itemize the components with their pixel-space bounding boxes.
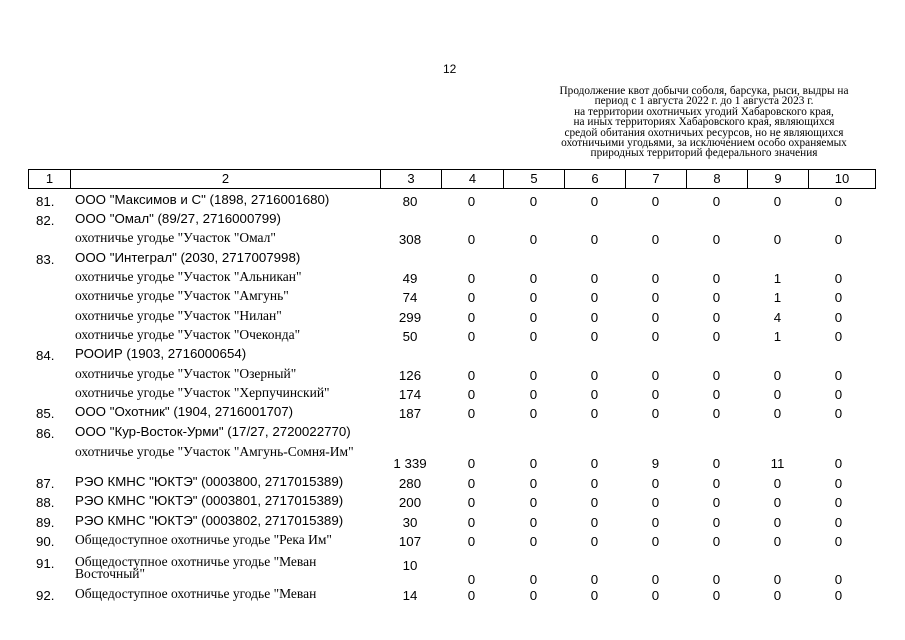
row-value: 0 (590, 456, 599, 471)
row-value: 0 (529, 310, 538, 325)
row-value: 0 (834, 329, 843, 344)
row-name: охотничье угодье "Участок "Амгунь-Сомня-Им" (75, 444, 354, 459)
table-caption (530, 86, 878, 159)
row-col3: 80 (402, 194, 418, 209)
row-value: 0 (467, 515, 476, 530)
row-value: 0 (467, 495, 476, 510)
row-value: 0 (773, 368, 782, 383)
row-value: 0 (529, 368, 538, 383)
row-name: охотничье угодье "Участок "Амгунь" (75, 288, 289, 303)
header-cell: 1 (29, 170, 71, 188)
row-value: 0 (651, 310, 660, 325)
row-value: 0 (712, 387, 721, 402)
row-value: 0 (651, 194, 660, 209)
row-value: 0 (773, 588, 782, 603)
row-value: 0 (712, 588, 721, 603)
row-value: 0 (529, 271, 538, 286)
row-value: 0 (773, 406, 782, 421)
row-value: 0 (529, 290, 538, 305)
row-name: РЭО КМНС "ЮКТЭ" (0003801, 2717015389) (75, 493, 344, 508)
row-value: 0 (651, 588, 660, 603)
row-name: РООИР (1903, 2716000654) (75, 346, 247, 361)
row-name: охотничье угодье "Участок "Омал" (75, 230, 276, 245)
row-value: 0 (590, 310, 599, 325)
row-value: 0 (834, 588, 843, 603)
row-value: 0 (529, 476, 538, 491)
row-value: 0 (467, 588, 476, 603)
header-cell: 10 (834, 171, 850, 186)
row-col3: 50 (402, 329, 418, 344)
row-value: 1 (773, 329, 782, 344)
row-col3: 107 (398, 534, 422, 549)
row-name: охотничье угодье "Участок "Нилан" (75, 308, 282, 323)
caption-line: охотничьими угодьями, за исключением особо охраняемых (561, 137, 847, 150)
row-value: 0 (834, 290, 843, 305)
row-value: 0 (467, 406, 476, 421)
row-value: 0 (834, 572, 843, 587)
row-value: 0 (712, 310, 721, 325)
row-name: РЭО КМНС "ЮКТЭ" (0003802, 2717015389) (75, 513, 344, 528)
row-value: 0 (834, 232, 843, 247)
row-name: ООО "Охотник" (1904, 2716001707) (75, 404, 294, 419)
row-number: 82. (36, 213, 55, 228)
row-value: 0 (773, 515, 782, 530)
row-value: 0 (529, 194, 538, 209)
caption-line: на территории охотничьих угодий Хабаровского края, (574, 105, 834, 118)
row-value: 0 (834, 271, 843, 286)
row-value: 0 (590, 588, 599, 603)
caption-line: на иных территориях Хабаровского края, являющихся (573, 116, 835, 129)
row-value: 0 (834, 476, 843, 491)
row-name: охотничье угодье "Участок "Озерный" (75, 366, 297, 381)
row-value: 0 (834, 194, 843, 209)
row-value: 11 (770, 456, 785, 471)
row-value: 0 (467, 290, 476, 305)
row-col3: 1 339 (393, 456, 427, 471)
row-value: 0 (651, 534, 660, 549)
row-col3: 187 (398, 406, 422, 421)
row-col3: 200 (398, 495, 422, 510)
row-value: 0 (590, 515, 599, 530)
row-value: 0 (651, 406, 660, 421)
row-col3: 280 (398, 476, 422, 491)
row-value: 0 (651, 515, 660, 530)
row-name: ООО "Максимов и С" (1898, 2716001680) (75, 192, 330, 207)
row-value: 0 (773, 534, 782, 549)
row-value: 0 (712, 495, 721, 510)
row-value: 0 (529, 495, 538, 510)
row-value: 0 (590, 476, 599, 491)
row-number: 81. (36, 194, 55, 209)
row-value: 0 (834, 515, 843, 530)
row-value: 0 (651, 329, 660, 344)
row-value: 0 (773, 572, 782, 587)
row-value: 0 (590, 271, 599, 286)
header-cell: 6 (565, 170, 626, 188)
row-value: 0 (651, 368, 660, 383)
row-name: ООО "Омал" (89/27, 2716000799) (75, 211, 281, 226)
row-name: охотничье угодье "Участок "Альникан" (75, 269, 302, 284)
row-value: 4 (773, 310, 782, 325)
row-value: 0 (590, 329, 599, 344)
row-value: 0 (529, 572, 538, 587)
row-value: 0 (712, 232, 721, 247)
header-cell: 5 (504, 170, 565, 188)
row-value: 0 (834, 534, 843, 549)
header-cell: 2 (71, 170, 381, 188)
row-value: 0 (529, 329, 538, 344)
row-value: 0 (467, 271, 476, 286)
row-number: 89. (36, 515, 55, 530)
row-value: 0 (834, 456, 843, 471)
row-name: РЭО КМНС "ЮКТЭ" (0003800, 2717015389) (75, 474, 344, 489)
row-name: Общедоступное охотничье угодье "Река Им" (75, 532, 332, 547)
row-col3: 49 (402, 271, 418, 286)
row-value: 0 (773, 476, 782, 491)
row-value: 1 (773, 290, 782, 305)
row-value: 0 (712, 476, 721, 491)
row-value: 0 (590, 387, 599, 402)
caption-line: природных территорий федерального значения (590, 147, 818, 160)
row-value: 0 (529, 588, 538, 603)
row-value: 0 (529, 534, 538, 549)
row-value: 0 (773, 495, 782, 510)
page-number: 12 (443, 62, 457, 76)
row-value: 0 (467, 476, 476, 491)
row-value: 0 (529, 232, 538, 247)
row-col3: 74 (402, 290, 418, 305)
row-name: охотничье угодье "Участок "Очеконда" (75, 327, 301, 342)
row-value: 0 (467, 456, 476, 471)
row-value: 0 (590, 290, 599, 305)
row-value: 0 (590, 368, 599, 383)
row-col3: 299 (398, 310, 422, 325)
row-value: 0 (467, 310, 476, 325)
row-col3: 14 (402, 588, 418, 603)
row-value: 0 (467, 387, 476, 402)
row-value: 0 (590, 534, 599, 549)
row-value: 0 (712, 368, 721, 383)
row-col3: 30 (402, 515, 418, 530)
header-cell: 3 (381, 170, 442, 188)
row-value: 0 (467, 572, 476, 587)
row-name: ООО "Кур-Восток-Урми" (17/27, 2720022770) (75, 424, 351, 439)
row-name: Общедоступное охотничье угодье "Меван Восточный" (75, 554, 317, 581)
row-value: 0 (712, 290, 721, 305)
row-value: 0 (590, 194, 599, 209)
row-value: 0 (590, 495, 599, 510)
row-value: 0 (712, 329, 721, 344)
row-value: 0 (651, 271, 660, 286)
row-col3: 10 (402, 558, 418, 573)
row-value: 0 (467, 368, 476, 383)
row-number: 88. (36, 495, 55, 510)
row-value: 0 (712, 572, 721, 587)
caption-line: период с 1 августа 2022 г. до 1 августа 2023 г. (594, 95, 814, 108)
table-header (28, 169, 876, 189)
row-value: 9 (651, 456, 660, 471)
row-value: 0 (651, 476, 660, 491)
row-value: 0 (651, 290, 660, 305)
row-value: 0 (467, 194, 476, 209)
row-value: 0 (712, 406, 721, 421)
row-value: 0 (590, 406, 599, 421)
row-number: 87. (36, 476, 55, 491)
row-value: 0 (712, 456, 721, 471)
row-col3: 174 (398, 387, 422, 402)
row-value: 0 (529, 387, 538, 402)
caption-line: средой обитания охотничьих ресурсов, но не являющихся (564, 126, 844, 139)
row-number: 83. (36, 252, 55, 267)
row-value: 0 (651, 232, 660, 247)
row-value: 0 (773, 387, 782, 402)
row-value: 0 (529, 406, 538, 421)
row-value: 0 (712, 515, 721, 530)
row-value: 0 (467, 232, 476, 247)
row-value: 0 (651, 495, 660, 510)
row-value: 0 (712, 194, 721, 209)
row-number: 84. (36, 348, 55, 363)
caption-line: Продолжение квот добычи соболя, барсука, рыси, выдры на (559, 85, 849, 97)
row-number: 91. (36, 556, 55, 571)
row-number: 92. (36, 588, 55, 603)
header-cell: 8 (687, 170, 748, 188)
row-value: 0 (834, 387, 843, 402)
row-name: ООО "Интеграл" (2030, 2717007998) (75, 250, 301, 265)
row-col3: 308 (398, 232, 422, 247)
row-col3: 126 (398, 368, 422, 383)
row-name: охотничье угодье "Участок "Херпучинский" (75, 385, 330, 400)
row-value: 0 (529, 456, 538, 471)
row-value: 0 (590, 232, 599, 247)
row-value: 0 (834, 406, 843, 421)
row-value: 0 (651, 572, 660, 587)
row-value: 0 (712, 271, 721, 286)
row-number: 86. (36, 426, 55, 441)
row-value: 0 (590, 572, 599, 587)
row-value: 0 (712, 534, 721, 549)
row-value: 0 (834, 495, 843, 510)
header-cell: 9 (748, 170, 809, 188)
row-value: 0 (773, 194, 782, 209)
row-value: 1 (773, 271, 782, 286)
row-value: 0 (467, 534, 476, 549)
row-number: 85. (36, 406, 55, 421)
row-value: 0 (834, 368, 843, 383)
row-value: 0 (529, 515, 538, 530)
row-value: 0 (651, 387, 660, 402)
row-name: Общедоступное охотничье угодье "Меван (75, 586, 317, 601)
header-cell: 7 (626, 170, 687, 188)
row-value: 0 (467, 329, 476, 344)
row-number: 90. (36, 534, 55, 549)
header-cell: 4 (442, 170, 504, 188)
row-value: 0 (834, 310, 843, 325)
row-value: 0 (773, 232, 782, 247)
